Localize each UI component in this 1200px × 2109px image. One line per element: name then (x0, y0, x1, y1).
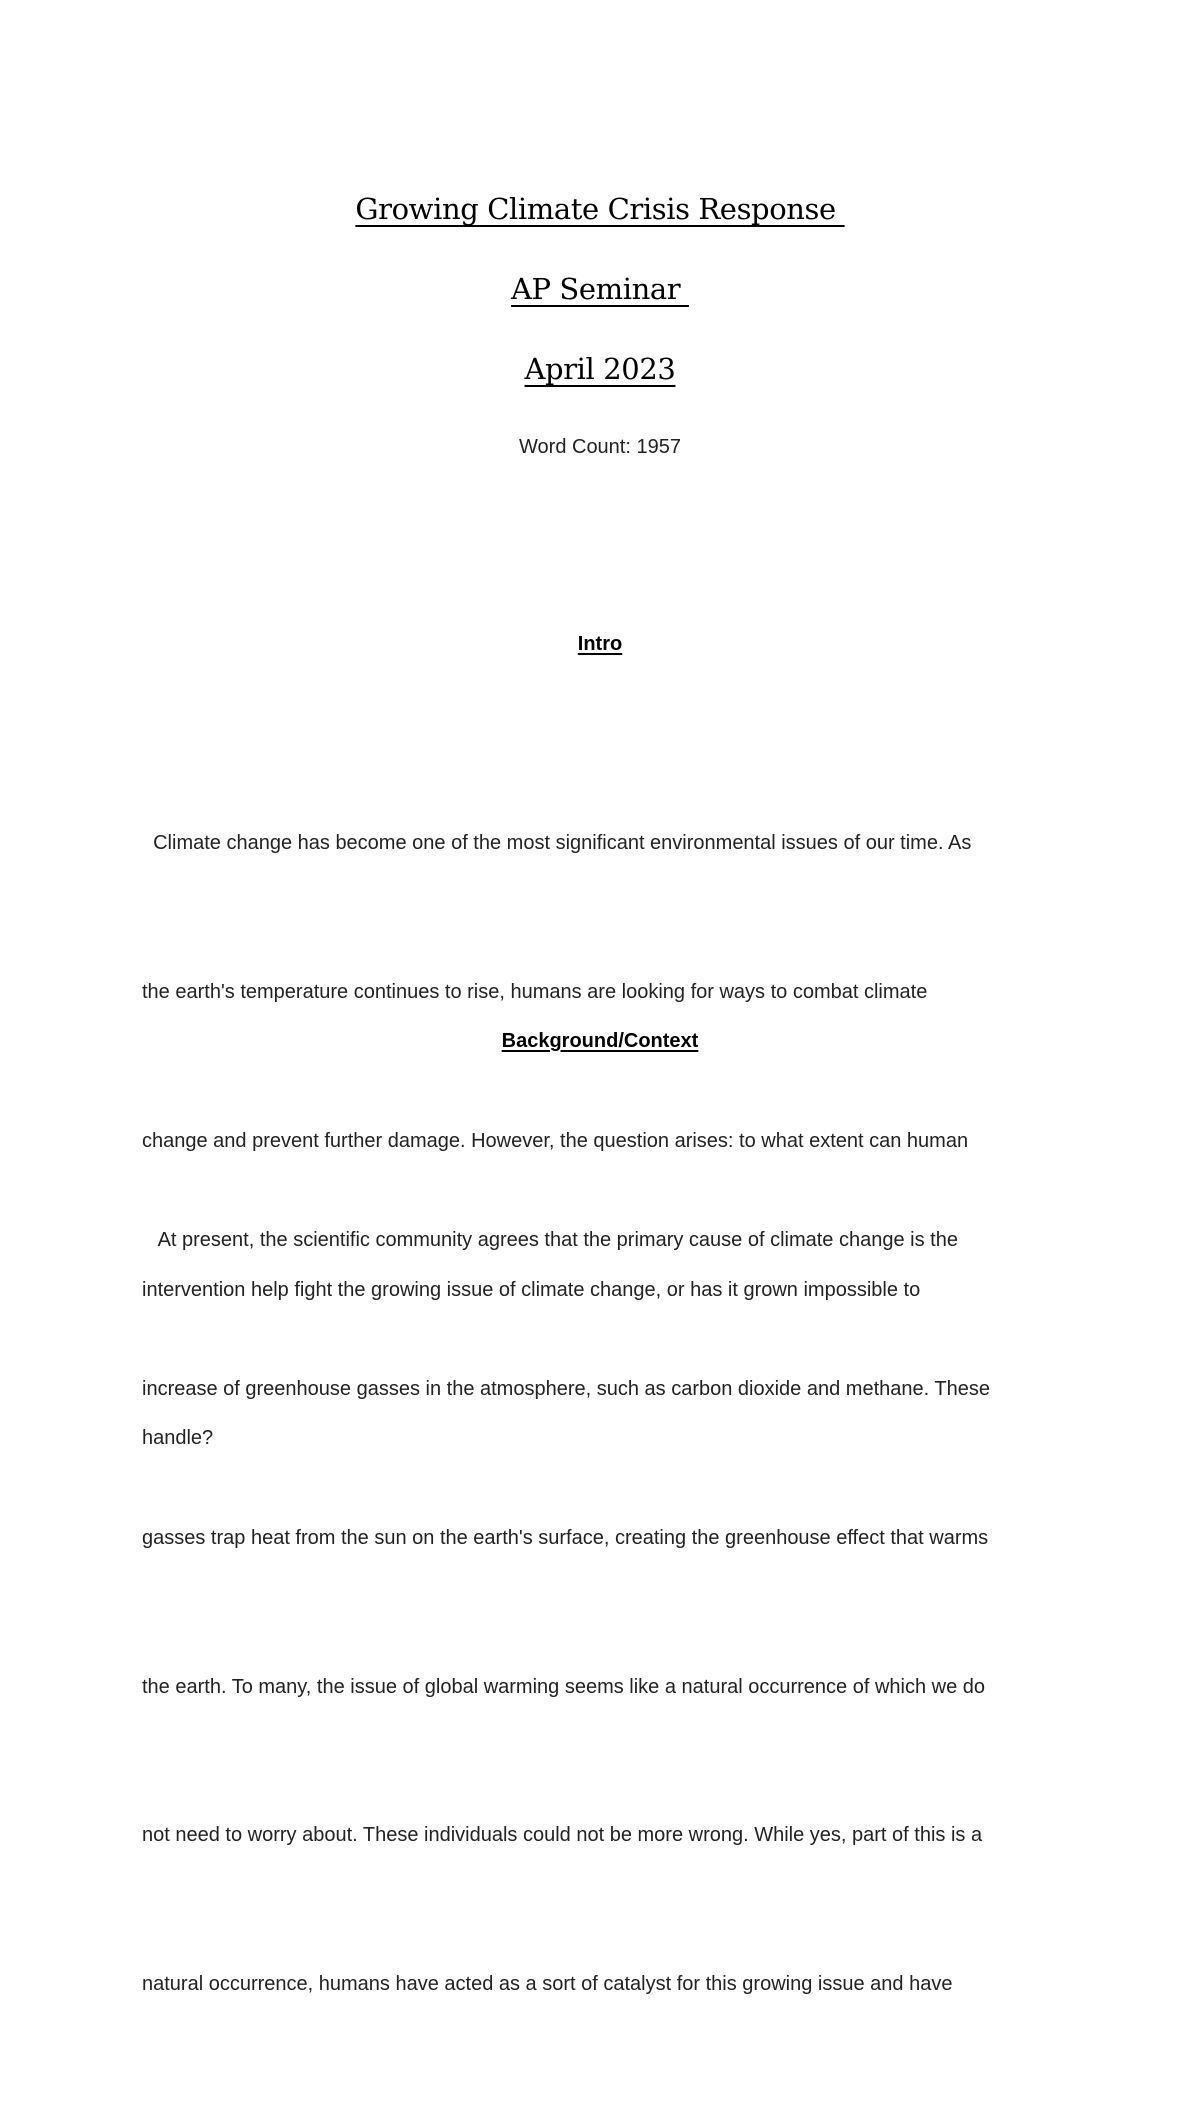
section-heading-intro: Intro (577, 633, 623, 655)
paragraph-line: natural occurrence, humans have acted as a sort of catalyst for this growing issue and have (142, 1973, 953, 1996)
paragraph-line: Climate change has become one of the most significant environmental issues of our time. As (142, 832, 972, 855)
paragraph-line: not need to worry about. These individuals could not be more wrong. While yes, part of this is a (142, 1824, 983, 1847)
document-date: April 2023 (524, 352, 676, 386)
paragraph-line: the earth. To many, the issue of global warming seems like a natural occurrence of which we do (142, 1675, 986, 1698)
paragraph-line: At present, the scientific community agrees that the primary cause of climate change is the (142, 1229, 958, 1252)
word-count: Word Count: 1957 (519, 436, 681, 458)
section-heading-background: Background/Context (501, 1030, 699, 1052)
background-paragraph (142, 1117, 1062, 2109)
paragraph-line: handle? (142, 1427, 214, 1450)
paragraph-line: change and prevent further damage. However, the question arises: to what extent can human (142, 1129, 969, 1152)
paragraph-line: increase of greenhouse gasses in the atmosphere, such as carbon dioxide and methane. These (142, 1377, 990, 1400)
paragraph-line: intervention help fight the growing issue of climate change, or has it grown impossible to (142, 1278, 921, 1301)
paragraph-line: gasses trap heat from the sun on the earth's surface, creating the greenhouse effect that warms (142, 1526, 989, 1549)
paragraph-line: the earth's temperature continues to rise, humans are looking for ways to combat climate (142, 980, 928, 1003)
document-title: Growing Climate Crisis Response (355, 192, 845, 226)
course-name: AP Seminar (510, 272, 690, 306)
